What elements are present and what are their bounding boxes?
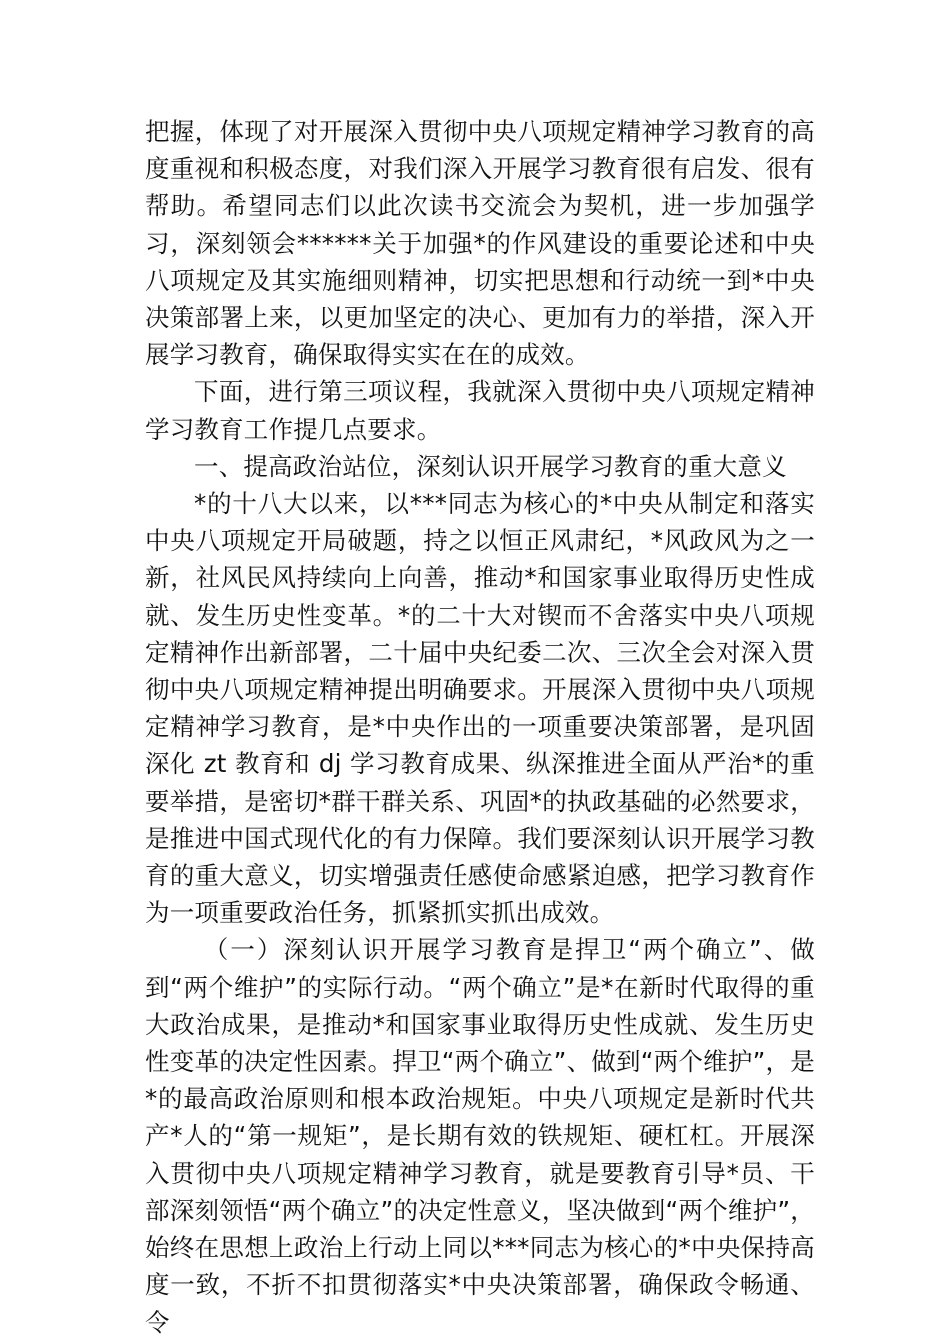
paragraph-continuation: 把握，体现了对开展深入贯彻中央八项规定精神学习教育的高度重视和积极态度，对我们深入开展学习教育很有启发、很有帮助。希望同志们以此次读书交流会为契机，进一步加强学习，深刻领会******关于加强*的作风建设的重要论述和中央八项规定及其实施细则精神，切实把思想和行动统一到*中央决策部署上来，以更加坚定的决心、更加有力的举措，深入开展学习教育，确保取得实实在在的成效。: [145, 117, 815, 370]
paragraph-agenda: 下面，进行第三项议程，我就深入贯彻中央八项规定精神学习教育工作提几点要求。: [145, 377, 815, 444]
subsection-1-paragraph: （一）深刻认识开展学习教育是捍卫“两个确立”、做到“两个维护”的实际行动。“两个确立”是*在新时代取得的重大政治成果，是推动*和国家事业取得历史性成就、发生历史性变革的决定性因素。捍卫“两个确立”、做到“两个维护”，是*的最高政治原则和根本政治规矩。中央八项规定是新时代共产*人的“第一规矩”，是长期有效的铁规矩、硬杠杠。开展深入贯彻中央八项规定精神学习教育，就是要教育引导*员、干部深刻领悟“两个确立”的决定性意义，坚决做到“两个维护”，始终在思想上政治上行动上同以***同志为核心的*中央保持高度一致，不折不扣贯彻落实*中央决策部署，确保政令畅通、令: [145, 935, 815, 1337]
section-heading-1: 一、提高政治站位，深刻认识开展学习教育的重大意义: [194, 451, 787, 481]
document-body: [145, 113, 815, 1341]
paragraph-significance: *的十八大以来，以***同志为核心的*中央从制定和落实中央八项规定开局破题，持之以恒正风肃纪，*风政风为之一新，社风民风持续向上向善，推动*和国家事业取得历史性成就、发生历史性变革。*的二十大对锲而不舍落实中央八项规定精神作出新部署，二十届中央纪委二次、三次全会对深入贯彻中央八项规定精神提出明确要求。开展深入贯彻中央八项规定精神学习教育，是*中央作出的一项重要决策部署，是巩固深化 zt 教育和 dj 学习教育成果、纵深推进全面从严治*的重要举措，是密切*群干群关系、巩固*的执政基础的必然要求，是推进中国式现代化的有力保障。我们要深刻认识开展学习教育的重大意义，切实增强责任感使命感紧迫感，把学习教育作为一项重要政治任务，抓紧抓实抓出成效。: [145, 489, 815, 928]
